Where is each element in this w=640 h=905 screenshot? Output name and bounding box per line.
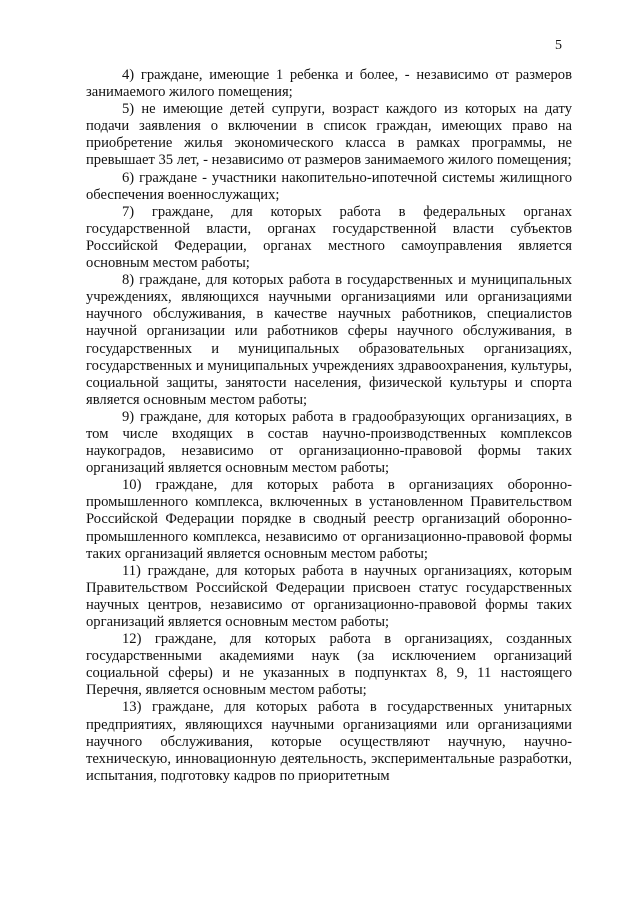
- paragraph-item-11: 11) граждане, для которых работа в научных организациях, которым Правительством Российской Федерации присвоен статус государственных научных центров, независимо от организационно-правовой формы таких организаций является основным местом работы;: [86, 562, 572, 630]
- paragraph-item-7: 7) граждане, для которых работа в федеральных органах государственной власти, органах государственной власти субъектов Российской Федерации, органах местного самоуправления является основным местом работы;: [86, 203, 572, 272]
- paragraph-item-13: 13) граждане, для которых работа в государственных унитарных предприятиях, являющихся научными организациями или организациями научного обслуживания, которые осуществляют научную, научно-техническую, инновационную деятельность, экспериментальные разработки, испытания, подготовку кадров по приоритетным: [86, 699, 572, 784]
- paragraph-item-9: 9) граждане, для которых работа в градообразующих организациях, в том числе входящих в состав научно-производственных комплексов наукоградов, независимо от организационно-правовой формы таких организаций является основным местом работы;: [86, 408, 572, 477]
- document-body: [86, 67, 572, 785]
- page-number: 5: [555, 38, 562, 53]
- paragraph-item-10: 10) граждане, для которых работа в организациях оборонно-промышленного комплекса, включенных в установленном Правительством Российской Федерации порядке в сводный реестр организаций оборонно-промышленного комплекса, независимо от организационно-правовой формы таких организаций является основным местом работы;: [86, 477, 572, 562]
- paragraph-item-5: 5) не имеющие детей супруги, возраст каждого из которых на дату подачи заявления о включении в список граждан, имеющих право на приобретение жилья экономического класса в рамках программы, не превышает 35 лет, - независимо от размеров занимаемого жилого помещения;: [86, 101, 572, 169]
- paragraph-item-4: 4) граждане, имеющие 1 ребенка и более, - независимо от размеров занимаемого жилого помещения;: [86, 67, 572, 101]
- paragraph-item-12: 12) граждане, для которых работа в организациях, созданных государственными академиями наук (за исключением организаций социальной сферы) и не указанных в подпунктах 8, 9, 11 настоящего Перечня, является основным местом работы;: [86, 631, 572, 699]
- paragraph-item-6: 6) граждане - участники накопительно-ипотечной системы жилищного обеспечения военнослужащих;: [86, 169, 572, 203]
- paragraph-item-8: 8) граждане, для которых работа в государственных и муниципальных учреждениях, являющихся научными организациями или организациями научного обслуживания, в качестве научных работников, специалистов научной организации или работников сферы научного обслуживания, в государственных и муниципальных образовательных организациях, государственных и муниципальных учреждениях здравоохранения, культуры, социальной защиты, занятости населения, физической культуры и спорта является основным местом работы;: [86, 272, 572, 408]
